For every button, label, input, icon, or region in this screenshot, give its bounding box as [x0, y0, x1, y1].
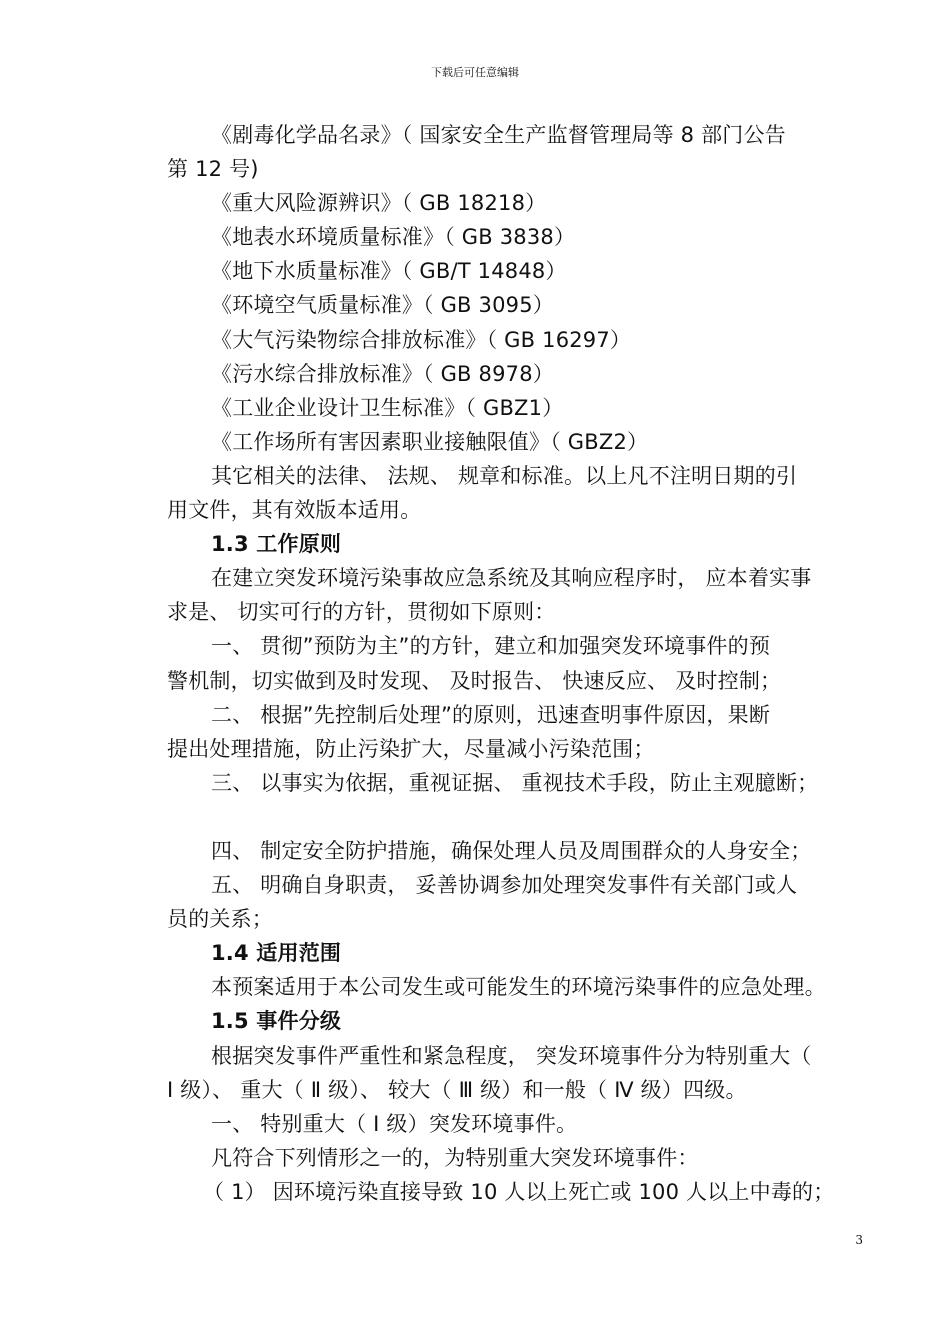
paragraph-line: 本预案适用于本公司发生或可能发生的环境污染事件的应急处理。 — [211, 975, 826, 1000]
paragraph-line: 其它相关的法律、 法规、 规章和标准。以上凡不注明日期的引 — [211, 463, 798, 488]
paragraph-line: 《污水综合排放标准》（ GB 8978） — [211, 361, 554, 386]
paragraph-line: 在建立突发环境污染事故应急系统及其响应程序时， 应本着实事 — [211, 566, 812, 591]
paragraph-line: 员的关系； — [167, 907, 273, 932]
section-heading: 1.4 适用范围 — [211, 941, 342, 966]
paragraph-line: 《环境空气质量标准》（ GB 3095） — [211, 293, 554, 318]
paragraph-line: 《工业企业设计卫生标准》（ GBZ1） — [211, 395, 564, 420]
paragraph-line: （ 1） 因环境污染直接导致 10 人以上死亡或 100 人以上中毒的； — [203, 1179, 835, 1204]
page-number: 3 — [855, 1233, 863, 1247]
paragraph-line: 《地下水质量标准》（ GB/T 14848） — [211, 259, 567, 284]
paragraph-line: 《大气污染物综合排放标准》（ GB 16297） — [211, 327, 632, 352]
paragraph-line: 四、 制定安全防护措施，确保处理人员及周围群众的人身安全； — [211, 838, 812, 863]
blank-line — [167, 800, 867, 834]
paragraph-line: 提出处理措施，防止污染扩大，尽量减小污染范围； — [167, 736, 655, 761]
document-body — [167, 118, 867, 1209]
paragraph-line: 一、 贯彻”预防为主”的方针，建立和加强突发环境事件的预 — [211, 634, 771, 659]
paragraph-line: 凡符合下列情形之一的，为特别重大突发环境事件： — [211, 1145, 699, 1170]
paragraph-line: 二、 根据”先控制后处理”的原则，迅速查明事件原因，果断 — [211, 702, 771, 727]
paragraph-line: 求是、 切实可行的方针，贯彻如下原则： — [167, 600, 556, 625]
paragraph-line: 《剧毒化学品名录》（ 国家安全生产监督管理局等 8 部门公告 — [211, 123, 786, 147]
paragraph-line: 根据突发事件严重性和紧急程度， 突发环境事件分为特别重大（ — [211, 1043, 812, 1068]
section-heading: 1.3 工作原则 — [211, 532, 342, 557]
paragraph-line: 一、 特别重大（ Ⅰ 级）突发环境事件。 — [211, 1111, 578, 1136]
page-header: 下载后可任意编辑 — [431, 66, 519, 79]
paragraph-line: 《工作场所有害因素职业接触限值》（ GBZ2） — [211, 429, 649, 454]
paragraph-line: 《地表水环境质量标准》（ GB 3838） — [211, 225, 576, 250]
paragraph-line: 三、 以事实为依据，重视证据、 重视技术手段，防止主观臆断； — [211, 770, 819, 795]
section-heading: 1.5 事件分级 — [211, 1009, 342, 1034]
paragraph-line: Ⅰ 级）、 重大（ Ⅱ 级）、 较大（ Ⅲ 级）和一般（ Ⅳ 级）四级。 — [167, 1077, 747, 1102]
paragraph-line: 警机制，切实做到及时发现、 及时报告、 快速反应、 及时控制； — [167, 668, 782, 693]
paragraph-line: 第 12 号) — [167, 157, 259, 182]
paragraph-line: 用文件，其有效版本适用。 — [167, 498, 422, 523]
paragraph-line: 五、 明确自身职责， 妥善协调参加处理突发事件有关部门或人 — [211, 873, 798, 898]
paragraph-line: 《重大风险源辨识》（ GB 18218） — [211, 191, 547, 216]
